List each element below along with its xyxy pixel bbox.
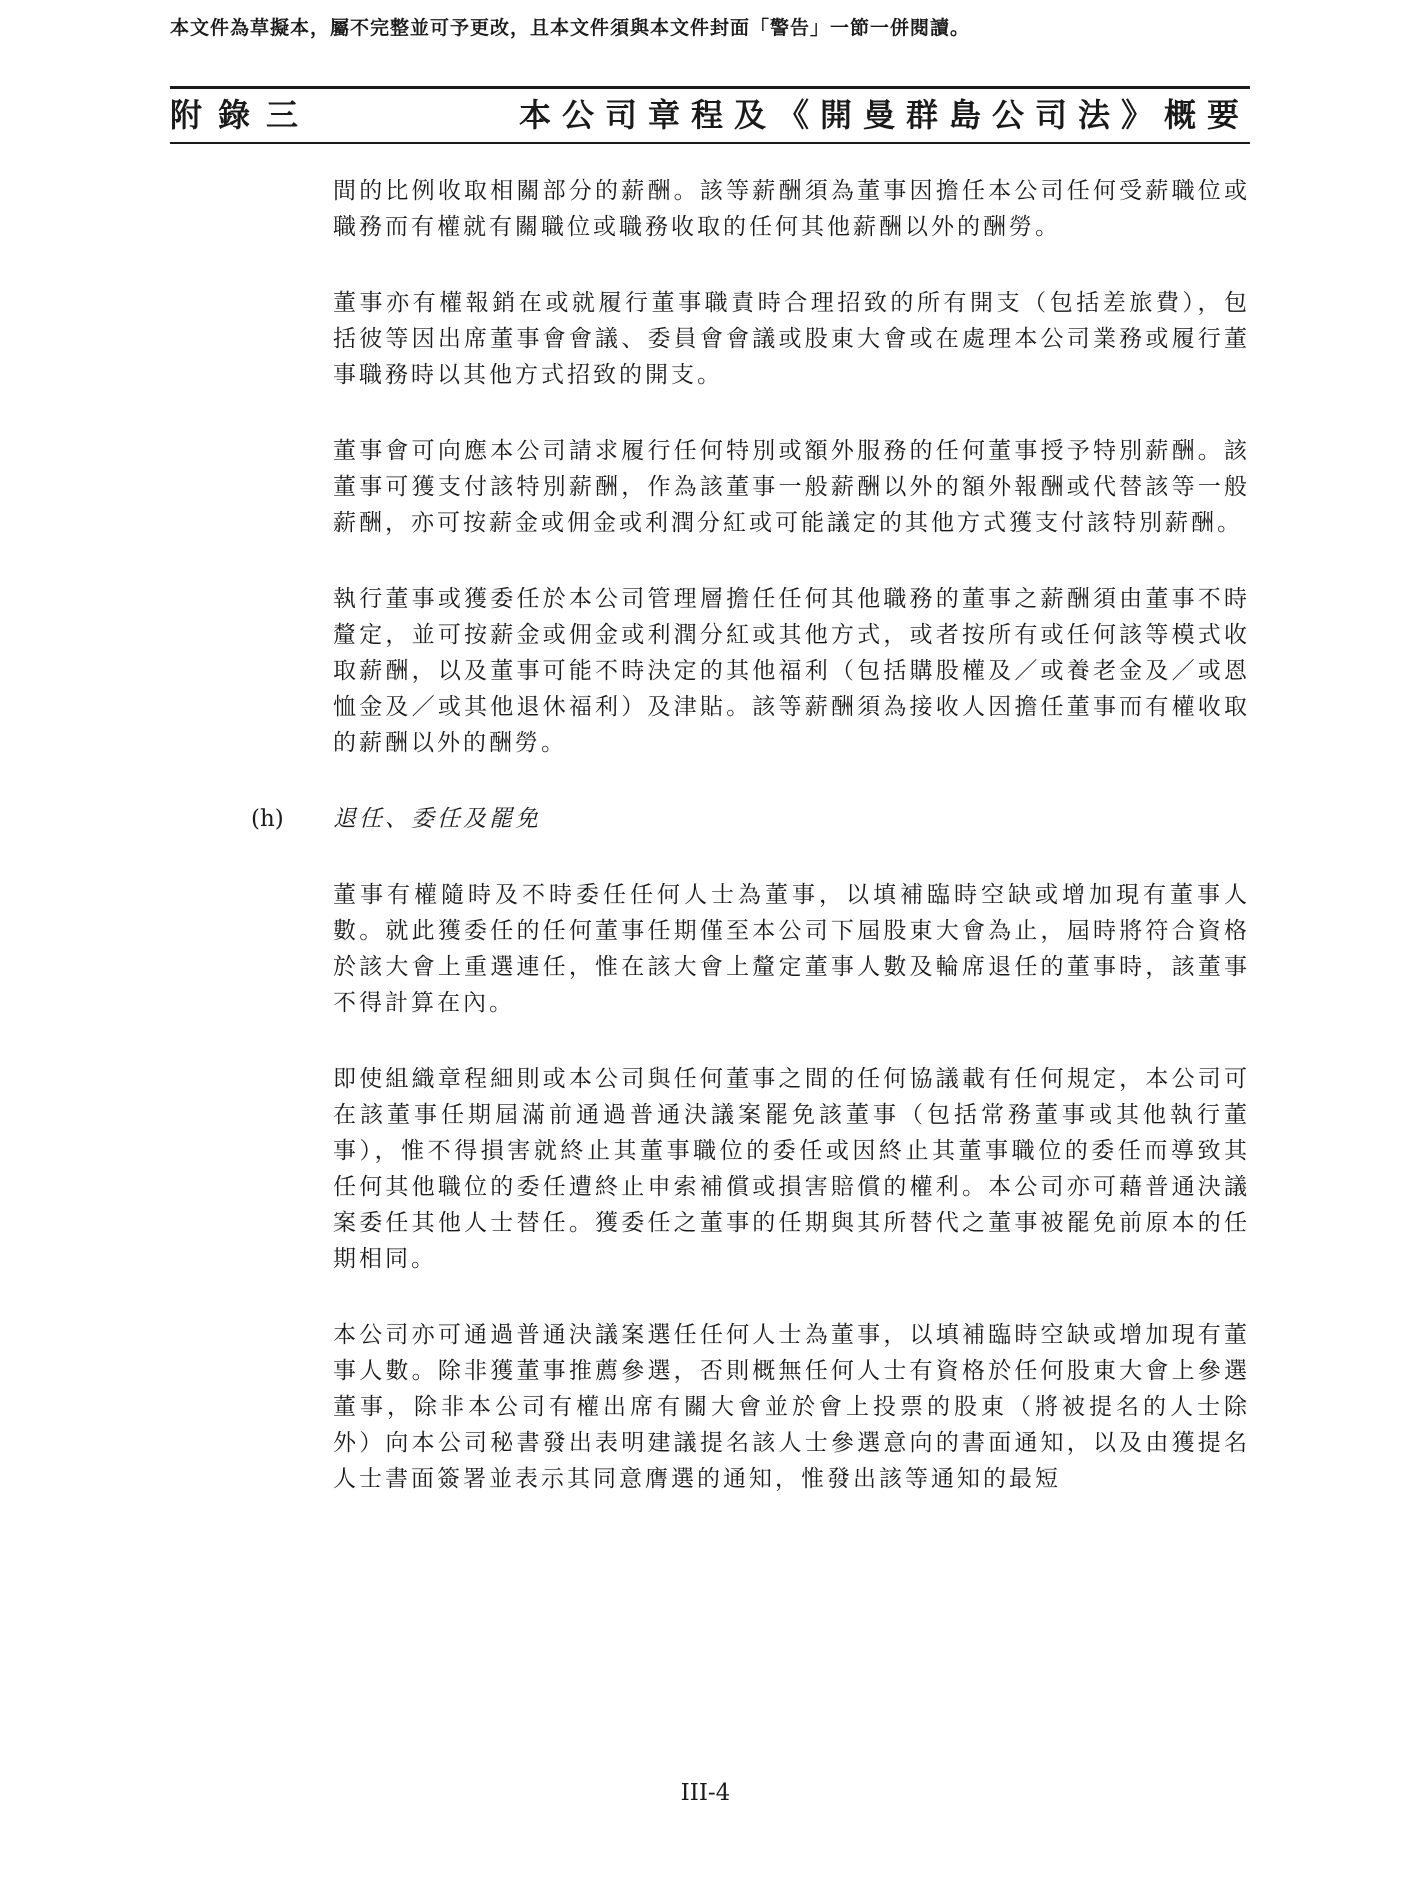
appendix-label: 附錄三 <box>170 96 315 134</box>
paragraph: 間的比例收取相關部分的薪酬。該等薪酬須為董事因擔任本公司任何受薪職位或職務而有權就有關職位或職務收取的任何其他薪酬以外的酬勞。 <box>333 178 1250 240</box>
paragraph: 董事有權隨時及不時委任任何人士為董事，以填補臨時空缺或增加現有董事人數。就此獲委任的任何董事任期僅至本公司下屆股東大會為止，屆時將符合資格於該大會上重選連任，惟在該大會上釐定董事人數及輪席退任的董事時，該董事不得計算在內。 <box>333 882 1250 1016</box>
paragraph: 即使組織章程細則或本公司與任何董事之間的任何協議載有任何規定，本公司可在該董事任期屆滿前通過普通決議案罷免該董事（包括常務董事或其他執行董事），惟不得損害就終止其董事職位的委任或因終止其董事職位的委任而導致其任何其他職位的委任遭終止申索補償或損害賠償的權利。本公司亦可藉普通決議案委任其他人士替任。獲委任之董事的任期與其所替代之董事被罷免前原本的任期相同。 <box>333 1066 1250 1272</box>
section-title: 退任、委任及罷免 <box>333 806 541 832</box>
page-header <box>170 86 1250 144</box>
paragraph: 本公司亦可通過普通決議案選任任何人士為董事，以填補臨時空缺或增加現有董事人數。除非獲董事推薦參選，否則概無任何人士有資格於任何股東大會上參選董事，除非本公司有權出席有關大會並於會上投票的股東（將被提名的人士除外）向本公司秘書發出表明建議提名該人士參選意向的書面通知，以及由獲提名人士書面簽署並表示其同意膺選的通知，惟發出該等通知的最短 <box>333 1322 1250 1492</box>
paragraph: 董事亦有權報銷在或就履行董事職責時合理招致的所有開支（包括差旅費），包括彼等因出席董事會會議、委員會會議或股東大會或在處理本公司業務或履行董事職務時以其他方式招致的開支。 <box>333 290 1250 388</box>
section-heading <box>251 801 1250 837</box>
appendix-title: 本公司章程及《開曼群島公司法》概要 <box>518 96 1250 134</box>
paragraph: 董事會可向應本公司請求履行任何特別或額外服務的任何董事授予特別薪酬。該董事可獲支付該特別薪酬，作為該董事一般薪酬以外的額外報酬或代替該等一般薪酬，亦可按薪金或佣金或利潤分紅或可能議定的其他方式獲支付該特別薪酬。 <box>333 438 1250 536</box>
document-body <box>251 173 1250 1537</box>
paragraph: 執行董事或獲委任於本公司管理層擔任任何其他職務的董事之薪酬須由董事不時釐定，並可按薪金或佣金或利潤分紅或其他方式，或者按所有或任何該等模式收取薪酬，以及董事可能不時決定的其他福利（包括購股權及／或養老金及／或恩恤金及／或其他退休福利）及津貼。該等薪酬須為接收人因擔任董事而有權收取的薪酬以外的酬勞。 <box>333 586 1250 756</box>
page-number: III-4 <box>680 1780 731 1806</box>
section-label: (h) <box>251 806 284 832</box>
draft-disclaimer: 本文件為草擬本，屬不完整並可予更改，且本文件須與本文件封面「警告」一節一併閱讀。 <box>170 17 971 39</box>
